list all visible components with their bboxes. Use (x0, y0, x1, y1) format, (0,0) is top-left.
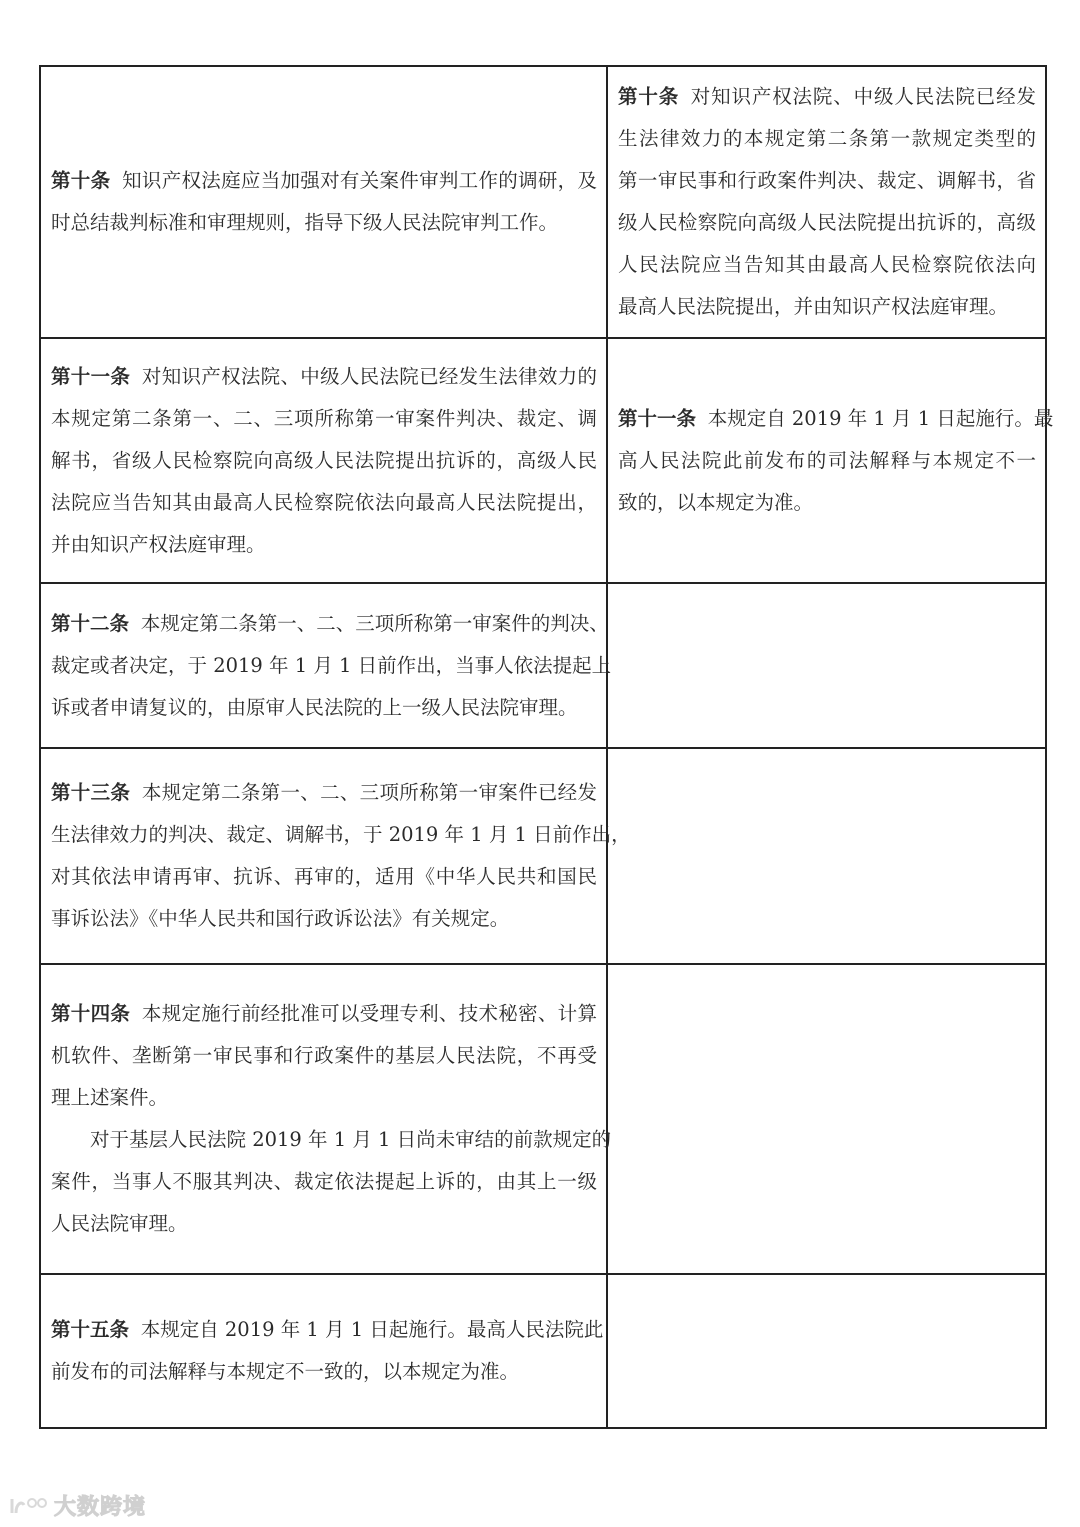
article-paragraph (618, 398, 1054, 524)
line-text: 机软件、垄断第一审民事和行政案件的基层人民法院，不再受 (51, 1044, 597, 1067)
left-cell (40, 583, 612, 748)
brand-logo-icon (8, 1495, 48, 1517)
text-line (51, 645, 612, 687)
right-cell (607, 748, 1046, 964)
line-text: 本规定第二条第一、二、三项所称第一审案件判决、裁定、调 (51, 406, 597, 430)
text-line (618, 482, 1036, 524)
text-line (51, 993, 597, 1035)
article-number: 第十条 (51, 169, 111, 192)
right-cell (607, 583, 1046, 748)
line-text: 诉或者申请复议的，由原审人民法院的上一级人民法院审理。 (51, 695, 578, 719)
text-line (51, 1161, 597, 1203)
left-cell (40, 748, 631, 964)
text-line (618, 286, 1036, 328)
text-line (51, 160, 597, 202)
line-text: 人民法院应当告知其由最高人民检察院依法向 (618, 253, 1036, 276)
line-text: 对于基层人民法院 2019 年 1 月 1 日尚未审结的前款规定的 (90, 1128, 612, 1151)
line-text: 解书，省级人民检察院向高级人民法院提出抗诉的，高级人民 (51, 448, 597, 472)
line-text: 高人民法院此前发布的司法解释与本规定不一 (618, 448, 1036, 472)
table-row (40, 1274, 1046, 1428)
article-number: 第十二条 (51, 611, 130, 635)
text-line (51, 687, 597, 729)
table-row (40, 583, 1046, 748)
line-text: 本规定第二条第一、二、三项所称第一审案件的判决、 (140, 611, 609, 635)
line-text: 第一审民事和行政案件判决、裁定、调解书，省 (618, 169, 1036, 192)
article-paragraph (51, 356, 597, 566)
left-cell (40, 1274, 607, 1428)
line-text: 级人民检察院向高级人民法院提出抗诉的，高级 (618, 211, 1036, 234)
text-line (51, 1077, 597, 1119)
watermark-text: 大数跨境 (54, 1495, 147, 1520)
text-line (51, 898, 597, 940)
article-number: 第十条 (618, 85, 680, 108)
table-row (40, 748, 1046, 964)
text-line (51, 202, 597, 244)
right-cell (607, 66, 1046, 338)
text-line (51, 856, 597, 898)
text-line (51, 603, 609, 645)
text-line (618, 440, 1036, 482)
line-text: 事诉讼法》《中华人民共和国行政诉讼法》有关规定。 (51, 907, 510, 930)
line-text: 理上述案件。 (51, 1086, 169, 1109)
line-text: 本规定自 2019 年 1 月 1 日起施行。最 (707, 406, 1054, 430)
table-row (40, 964, 1046, 1274)
article-paragraph (51, 1119, 612, 1245)
text-line (618, 118, 1036, 160)
line-text: 并由知识产权法庭审理。 (51, 532, 266, 556)
line-text: 对知识产权法院、中级人民法院已经发 (690, 85, 1036, 108)
text-line (51, 356, 597, 398)
regulation-comparison-table (39, 65, 1054, 1429)
line-text: 致的，以本规定为准。 (618, 490, 814, 514)
table-row (40, 338, 1046, 583)
text-line (51, 398, 597, 440)
article-number: 第十三条 (51, 781, 131, 804)
line-text: 前发布的司法解释与本规定不一致的，以本规定为准。 (51, 1360, 520, 1383)
article-paragraph (51, 993, 597, 1119)
text-line (51, 1351, 597, 1393)
line-text: 对知识产权法院、中级人民法院已经发生法律效力的 (141, 364, 597, 388)
text-line (618, 76, 1036, 118)
line-text: 对其依法申请再审、抗诉、再审的，适用《中华人民共和国民 (51, 865, 597, 888)
text-line (51, 772, 597, 814)
line-text: 人民法院审理。 (51, 1212, 188, 1235)
text-line (51, 1035, 597, 1077)
right-cell (607, 964, 1046, 1274)
text-line (51, 1309, 604, 1351)
line-text: 生法律效力的本规定第二条第一款规定类型的 (618, 127, 1036, 150)
text-line (51, 524, 597, 566)
right-cell (607, 1274, 1046, 1428)
line-text: 本规定自 2019 年 1 月 1 日起施行。最高人民法院此 (140, 1318, 604, 1341)
text-line (51, 1203, 597, 1245)
line-text: 最高人民法院提出，并由知识产权法庭审理。 (618, 295, 1009, 318)
article-paragraph (51, 772, 631, 940)
article-number: 第十五条 (51, 1318, 130, 1341)
article-number: 第十一条 (51, 364, 131, 388)
text-line (618, 160, 1036, 202)
article-paragraph (51, 603, 612, 729)
line-text: 本规定第二条第一、二、三项所称第一审案件已经发 (141, 781, 597, 804)
article-paragraph (51, 160, 597, 244)
line-text: 本规定施行前经批准可以受理专利、技术秘密、计算 (141, 1002, 597, 1025)
article-paragraph (51, 1309, 604, 1393)
line-text: 案件，当事人不服其判决、裁定依法提起上诉的，由其上一级 (51, 1170, 597, 1193)
text-line (51, 482, 597, 524)
table-row (40, 66, 1046, 338)
line-text: 生法律效力的判决、裁定、调解书，于 2019 年 1 月 1 日前作出， (51, 823, 631, 846)
watermark (8, 1490, 146, 1521)
left-cell (40, 338, 607, 583)
line-text: 时总结裁判标准和审理规则，指导下级人民法院审判工作。 (51, 211, 559, 234)
text-line (618, 244, 1036, 286)
text-line (618, 398, 1054, 440)
text-line (51, 440, 597, 482)
article-paragraph (618, 76, 1036, 328)
line-text: 法院应当告知其由最高人民检察院依法向最高人民法院提出， (51, 490, 597, 514)
line-text: 裁定或者决定，于 2019 年 1 月 1 日前作出，当事人依法提起上 (51, 653, 612, 677)
left-cell (40, 964, 612, 1274)
right-cell (607, 338, 1054, 583)
text-line (51, 1119, 612, 1161)
line-text: 知识产权法庭应当加强对有关案件审判工作的调研，及 (122, 169, 597, 192)
text-line (618, 202, 1036, 244)
text-line (51, 814, 631, 856)
left-cell (40, 66, 607, 338)
article-number: 第十一条 (618, 406, 697, 430)
article-number: 第十四条 (51, 1002, 131, 1025)
